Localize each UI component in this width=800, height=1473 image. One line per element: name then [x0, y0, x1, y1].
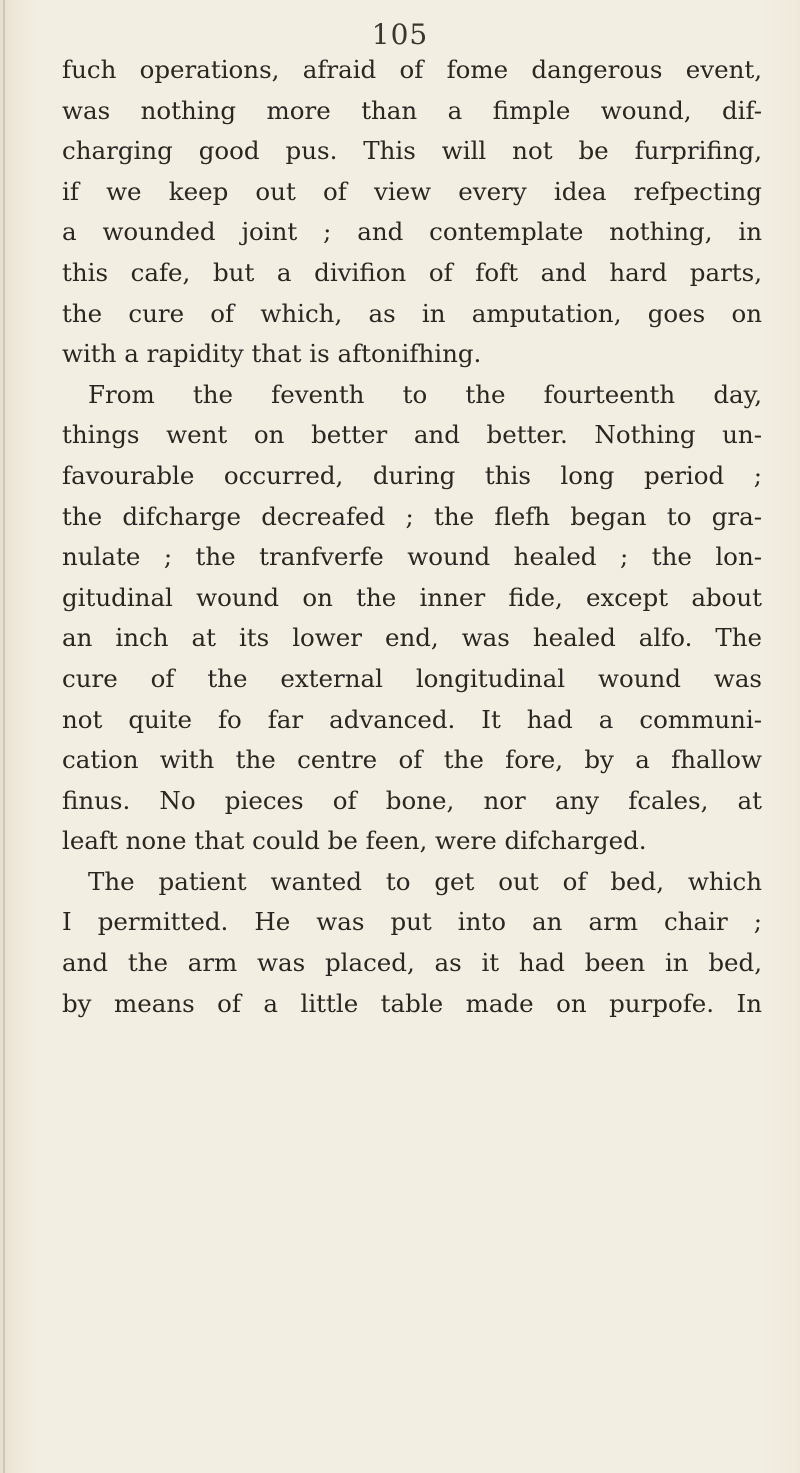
text-line: fuch operations, afraid of fome dangerous event,: [62, 55, 762, 84]
body-text: [62, 50, 762, 1024]
text-line: gitudinal wound on the inner fide, except about: [62, 582, 762, 612]
text-line: nulate ; the tranfverfe wound healed ; the lon-: [62, 542, 762, 572]
text-line: and the arm was placed, as it had been in bed,: [62, 948, 762, 978]
text-line: cation with the centre of the fore, by a fhallow: [62, 745, 762, 775]
text-line: if we keep out of view every idea refpecting: [62, 176, 762, 206]
text-line: leaft none that could be feen, were difcharged.: [62, 826, 647, 856]
text-line: the cure of which, as in amputation, goes on: [62, 298, 762, 328]
text-line: favourable occurred, during this long period ;: [62, 460, 762, 490]
text-line: by means of a little table made on purpofe. In: [62, 988, 762, 1018]
text-line: The patient wanted to get out of bed, which: [88, 866, 762, 896]
text-line: cure of the external longitudinal wound was: [62, 663, 762, 693]
text-line: finus. No pieces of bone, nor any fcales, at: [62, 785, 762, 815]
page-gutter-edge: [3, 0, 5, 1473]
text-line: I permitted. He was put into an arm chair ;: [62, 907, 762, 937]
text-line: with a rapidity that is aftonifhing.: [62, 339, 482, 369]
text-line: an inch at its lower end, was healed alfo. The: [62, 623, 762, 653]
text-line: not quite fo far advanced. It had a communi-: [62, 704, 762, 734]
text-line: this cafe, but a divifion of foft and hard parts,: [62, 257, 762, 287]
text-line: was nothing more than a fimple wound, dif-: [62, 95, 762, 125]
text-line: charging good pus. This will not be furprifing,: [62, 136, 762, 166]
page-number: 105: [371, 18, 429, 51]
text-line: a wounded joint ; and contemplate nothing, in: [62, 217, 762, 247]
text-line: From the feventh to the fourteenth day,: [88, 379, 762, 409]
text-line: things went on better and better. Nothing un-: [62, 420, 762, 450]
text-line: the difcharge decreafed ; the flefh began to gra-: [62, 501, 762, 531]
